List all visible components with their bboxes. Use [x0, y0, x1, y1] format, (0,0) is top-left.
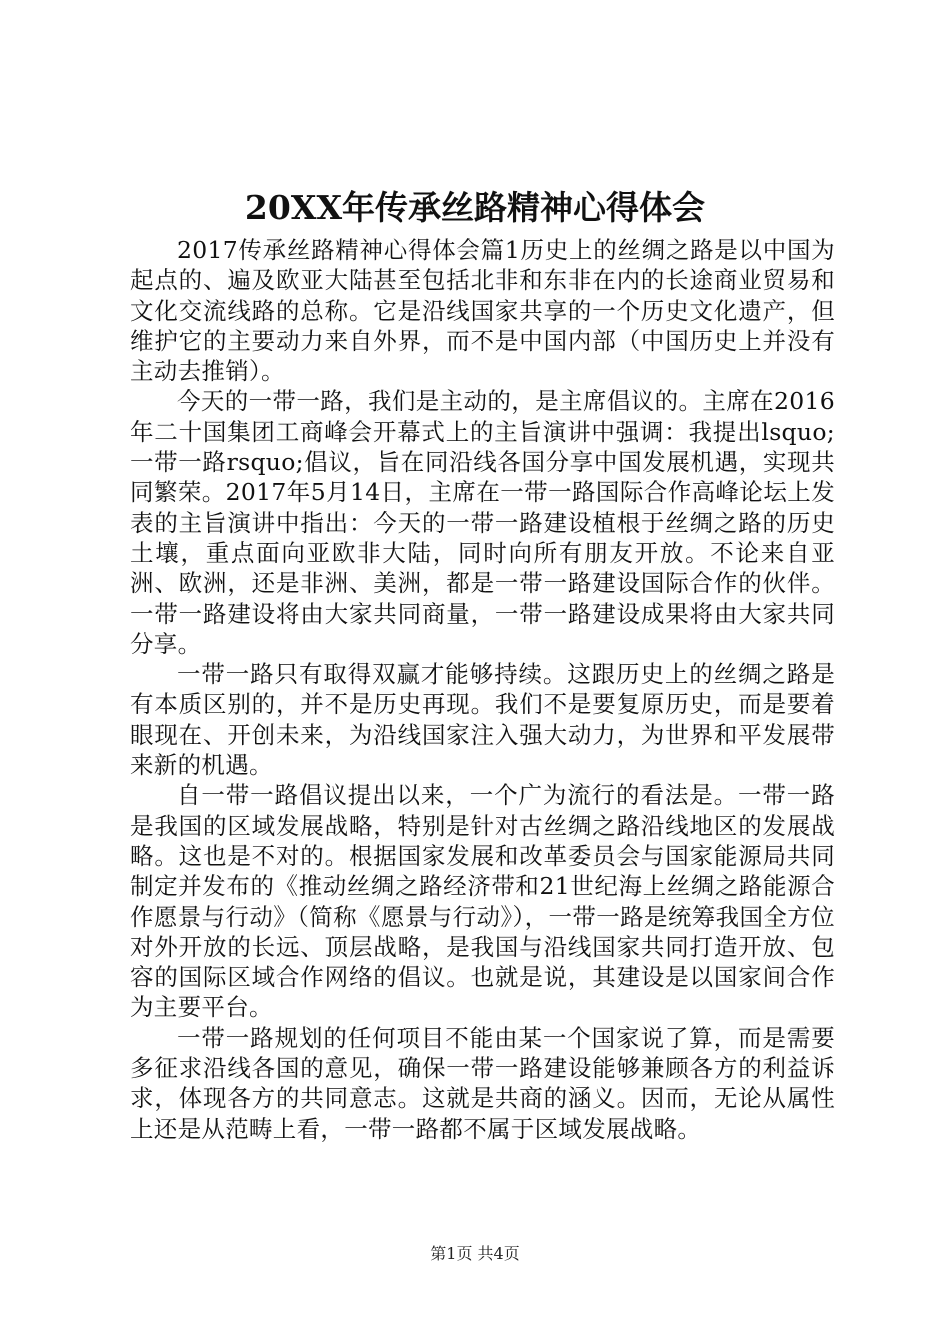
paragraph: 自一带一路倡议提出以来，一个广为流行的看法是。一带一路是我国的区域发展战略，特别是针对古丝绸之路沿线地区的发展战略。这也是不对的。根据国家发展和改革委员会与国家能源局共同制定并发布的《推动丝绸之路经济带和21世纪海上丝绸之路能源合作愿景与行动》（简称《愿景与行动》），一带一路是统筹我国全方位对外开放的长远、顶层战略，是我国与沿线国家共同打造开放、包容的国际区域合作网络的倡议。也就是说，其建设是以国家间合作为主要平台。 — [130, 781, 835, 1022]
paragraph: 一带一路规划的任何项目不能由某一个国家说了算，而是需要多征求沿线各国的意见，确保一带一路建设能够兼顾各方的利益诉求，体现各方的共同意志。这就是共商的涵义。因而，无论从属性上还是从范畴上看，一带一路都不属于区域发展战略。 — [130, 1023, 835, 1143]
page-number-footer: 第1页 共4页 — [430, 1244, 520, 1263]
document-title: 20XX年传承丝路精神心得体会 — [244, 188, 706, 227]
document-body — [130, 235, 835, 1144]
paragraph: 一带一路只有取得双赢才能够持续。这跟历史上的丝绸之路是有本质区别的，并不是历史再现。我们不是要复原历史，而是要着眼现在、开创未来，为沿线国家注入强大动力，为世界和平发展带来新的机遇。 — [130, 660, 835, 780]
paragraph: 2017传承丝路精神心得体会篇1历史上的丝绸之路是以中国为起点的、遍及欧亚大陆甚至包括北非和东非在内的长途商业贸易和文化交流线路的总称。它是沿线国家共享的一个历史文化遗产，但维护它的主要动力来自外界，而不是中国内部（中国历史上并没有主动去推销）。 — [130, 236, 835, 386]
paragraph: 今天的一带一路，我们是主动的，是主席倡议的。主席在2016年二十国集团工商峰会开幕式上的主旨演讲中强调：我提出lsquo;一带一路rsquo;倡议，旨在同沿线各国分享中国发展机遇，实现共同繁荣。2017年5月14日，主席在一带一路国际合作高峰论坛上发表的主旨演讲中指出：今天的一带一路建设植根于丝绸之路的历史土壤，重点面向亚欧非大陆，同时向所有朋友开放。不论来自亚洲、欧洲，还是非洲、美洲，都是一带一路建设国际合作的伙伴。一带一路建设将由大家共同商量，一带一路建设成果将由大家共同分享。 — [130, 387, 835, 658]
